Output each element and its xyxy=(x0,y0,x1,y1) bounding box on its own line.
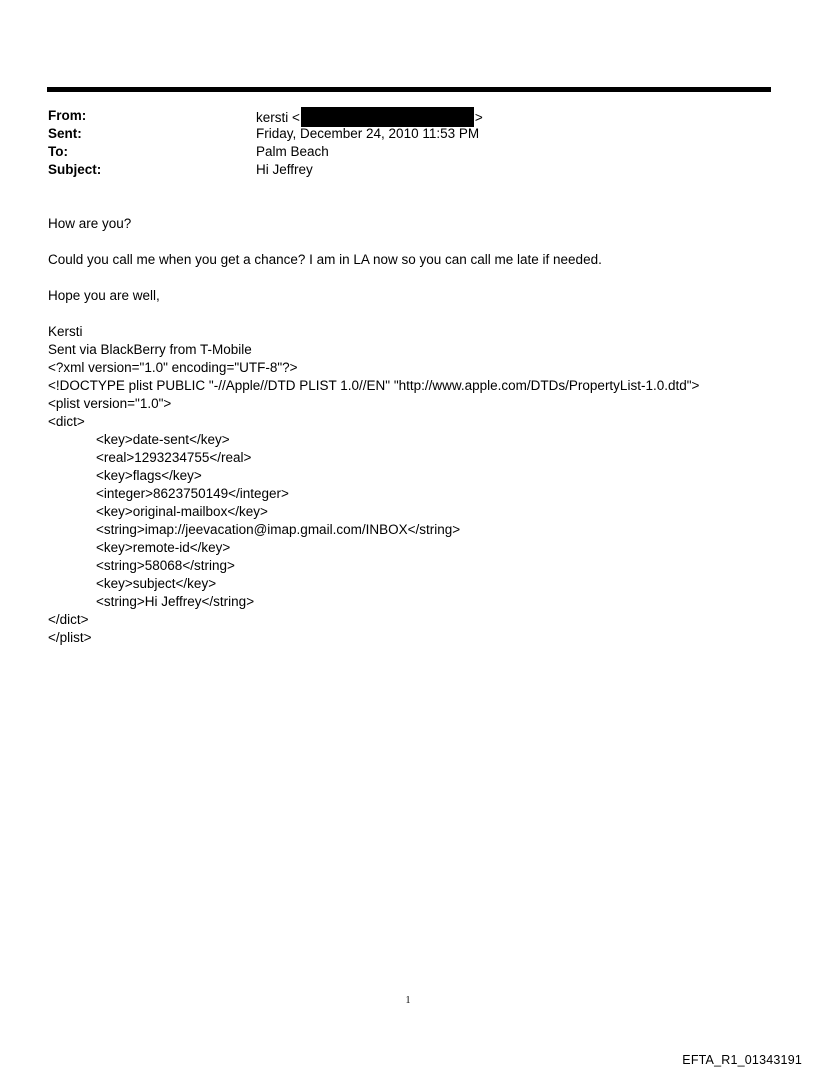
to-value: Palm Beach xyxy=(256,144,329,159)
plist-entry: <key>flags</key> xyxy=(96,468,202,483)
signature-device: Sent via BlackBerry from T-Mobile xyxy=(48,342,252,357)
body-closing: Hope you are well, xyxy=(48,288,160,303)
bates-number: EFTA_R1_01343191 xyxy=(682,1053,802,1067)
redaction-box xyxy=(301,107,474,127)
sent-label: Sent: xyxy=(48,126,82,141)
body-greeting: How are you? xyxy=(48,216,132,231)
signature-name: Kersti xyxy=(48,324,83,339)
to-label: To: xyxy=(48,144,68,159)
page-number: 1 xyxy=(405,995,411,1006)
dict-open-tag: <dict> xyxy=(48,414,85,429)
subject-row xyxy=(48,161,768,179)
sent-value: Friday, December 24, 2010 11:53 PM xyxy=(256,126,480,141)
sent-row xyxy=(48,125,768,143)
from-value xyxy=(256,107,768,125)
from-label: From: xyxy=(48,108,87,123)
plist-entry: <string>Hi Jeffrey</string> xyxy=(96,594,255,609)
signature-and-plist xyxy=(48,323,788,647)
plist-entry: <real>1293234755</real> xyxy=(96,450,252,465)
plist-close-tag: </plist> xyxy=(48,630,92,645)
dict-close-tag: </dict> xyxy=(48,612,89,627)
subject-label: Subject: xyxy=(48,162,102,177)
plist-entry: <key>date-sent</key> xyxy=(96,432,230,447)
from-name: kersti < xyxy=(256,110,300,125)
plist-open-tag: <plist version="1.0"> xyxy=(48,396,172,411)
plist-entry: <key>original-mailbox</key> xyxy=(96,504,268,519)
from-row xyxy=(48,107,768,125)
subject-value: Hi Jeffrey xyxy=(256,162,313,177)
to-row xyxy=(48,143,768,161)
plist-entry: <integer>8623750149</integer> xyxy=(96,486,289,501)
header-divider xyxy=(47,87,771,92)
plist-entry: <key>subject</key> xyxy=(96,576,217,591)
from-suffix: > xyxy=(474,110,483,125)
plist-entry: <string>58068</string> xyxy=(96,558,235,573)
plist-xml-declaration: <?xml version="1.0" encoding="UTF-8"?> xyxy=(48,360,298,375)
plist-entry: <key>remote-id</key> xyxy=(96,540,231,555)
email-header xyxy=(48,107,768,179)
plist-doctype: <!DOCTYPE plist PUBLIC "-//Apple//DTD PLIST 1.0//EN" "http://www.apple.com/DTDs/PropertyList-1.0.dtd"> xyxy=(48,378,700,393)
plist-entry: <string>imap://jeevacation@imap.gmail.com/INBOX</string> xyxy=(96,522,461,537)
body-request: Could you call me when you get a chance? I am in LA now so you can call me late if needed. xyxy=(48,252,602,267)
